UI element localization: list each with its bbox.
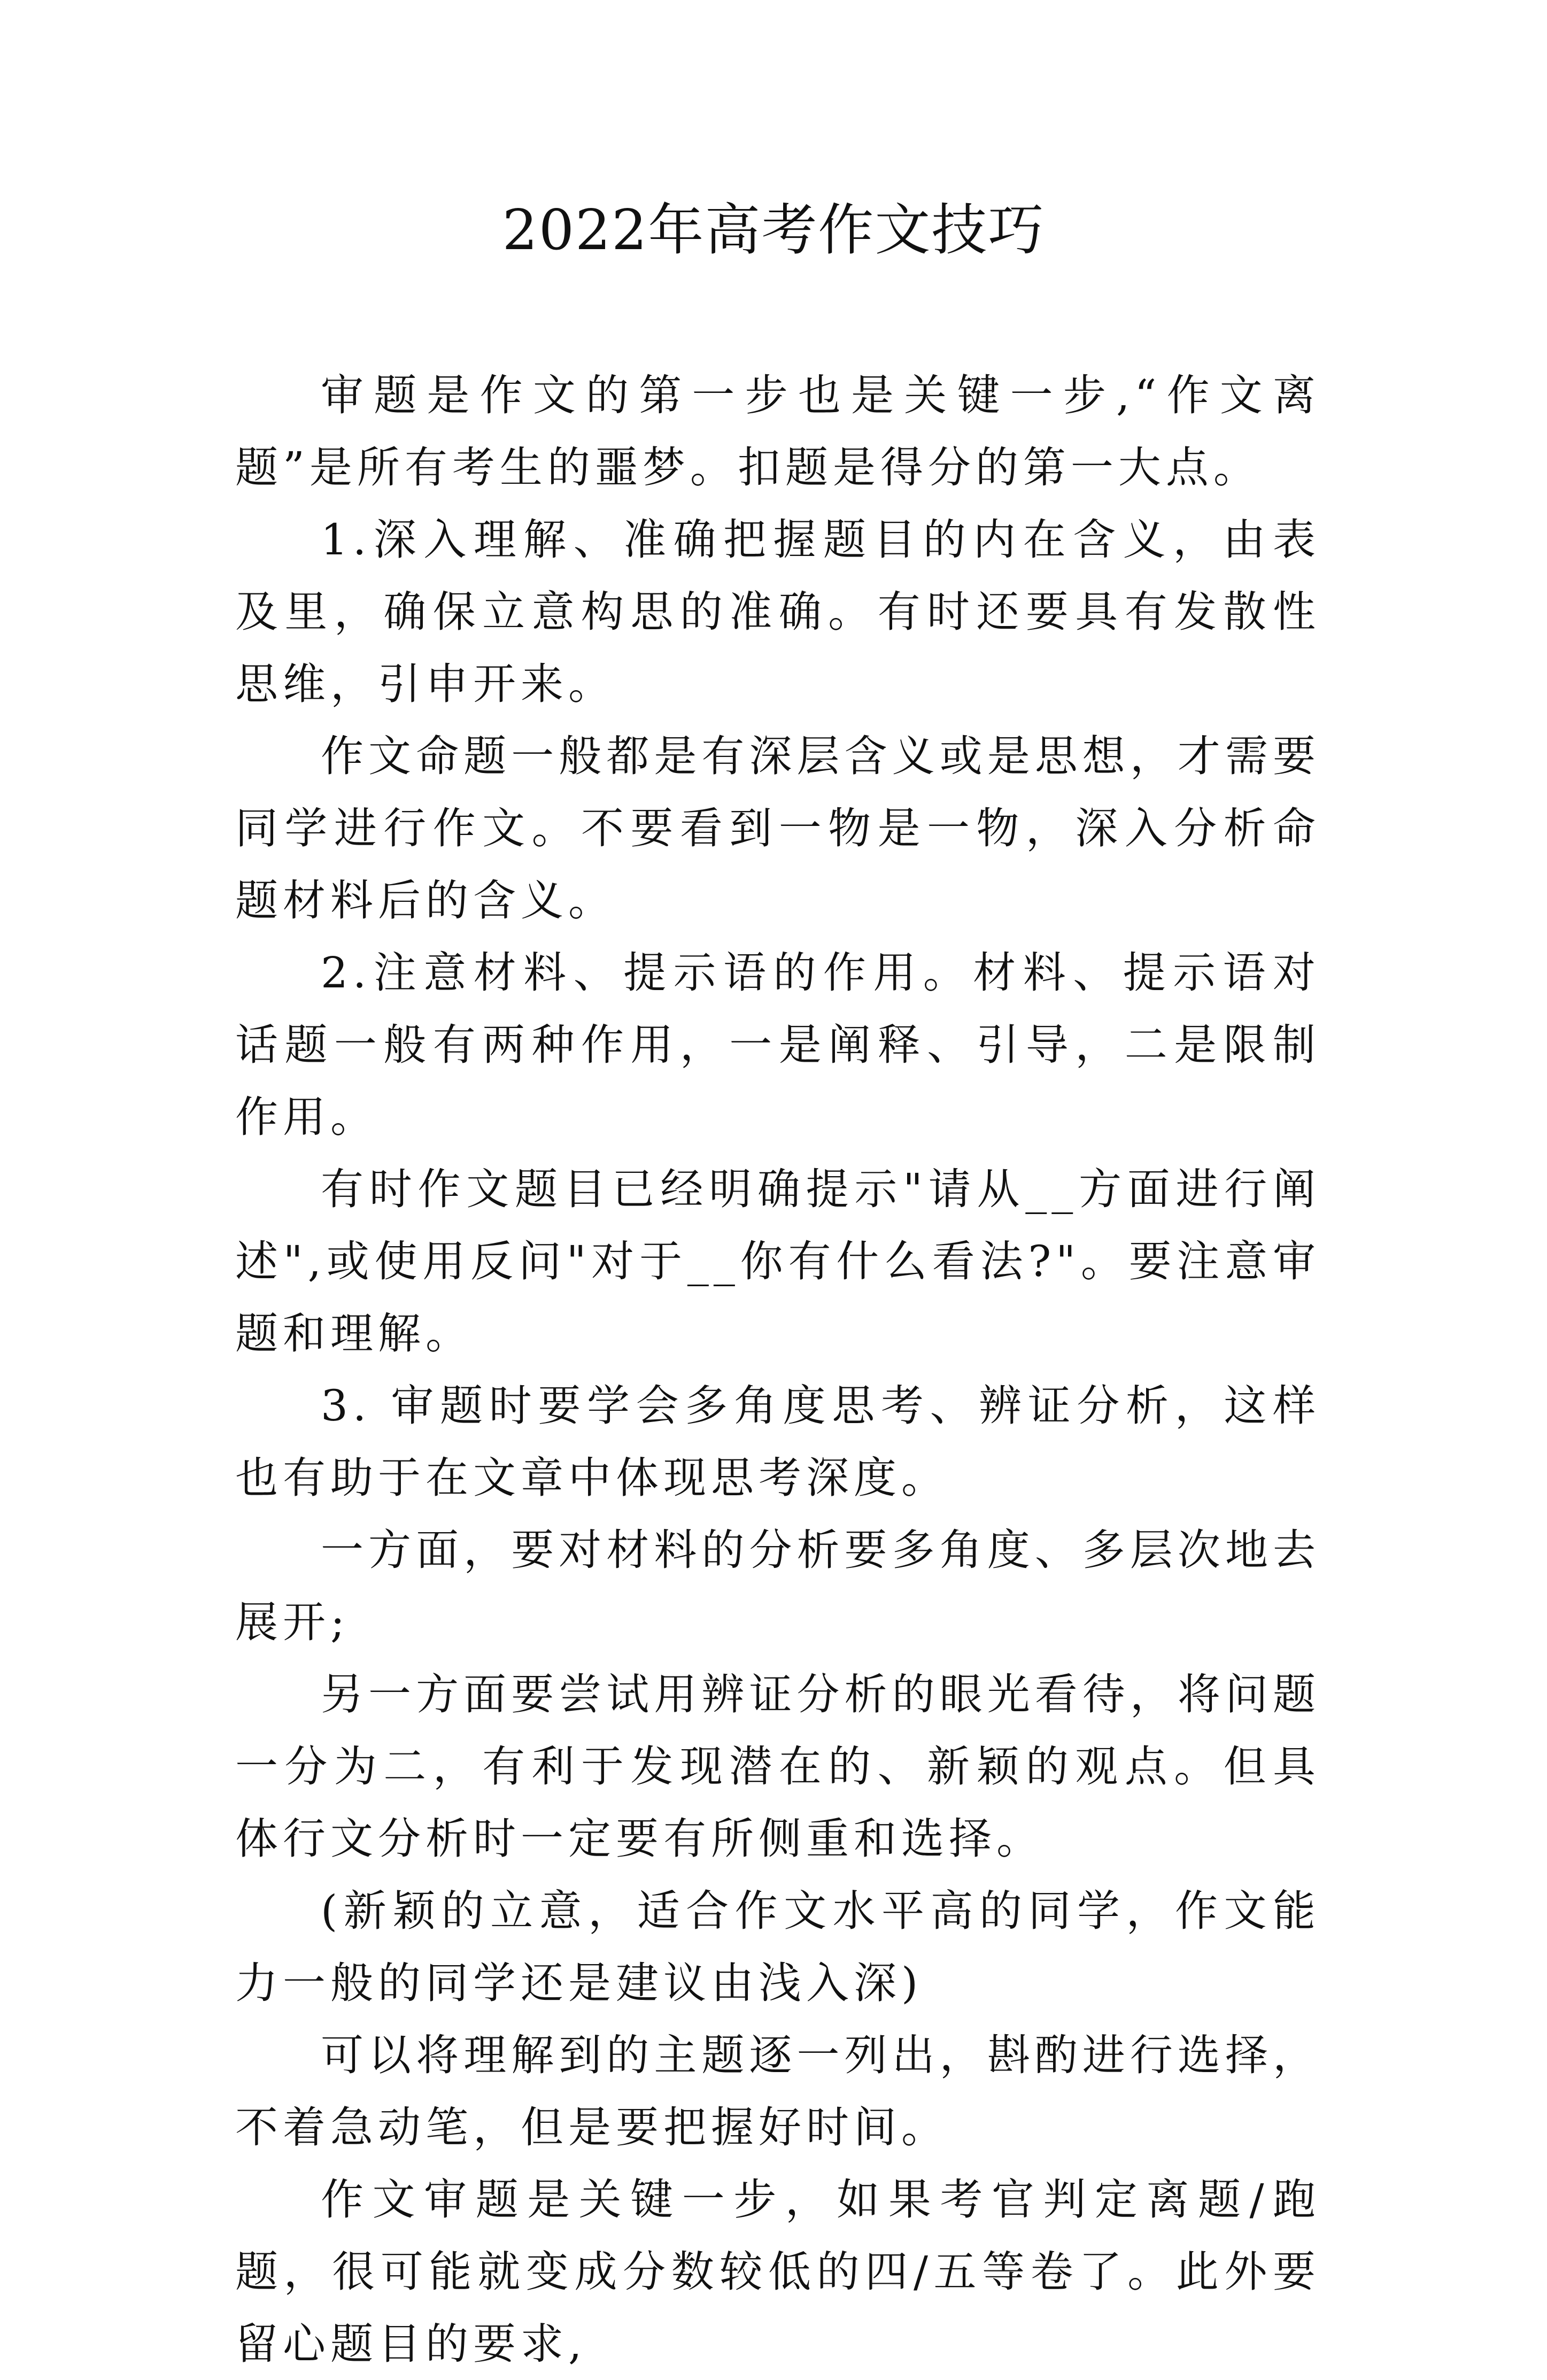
paragraph-10: 可以将理解到的主题逐一列出，斟酌进行选择，不着急动笔，但是要把握好时间。	[235, 2030, 1320, 2152]
document-title: 2022年高考作文技巧	[502, 197, 1045, 262]
paragraph-7: 一方面，要对材料的分析要多角度、多层次地去展开;	[235, 1525, 1320, 1647]
paragraph-4: 2.注意材料、提示语的作用。材料、提示语对话题一般有两种作用，一是阐释、引导，二是限制作用。	[235, 948, 1320, 1142]
paragraph-3: 作文命题一般都是有深层含义或是思想，才需要同学进行作文。不要看到一物是一物，深入分析命题材料后的含义。	[235, 731, 1320, 925]
paragraph-11: 作文审题是关键一步，如果考官判定离题/跑题，很可能就变成分数较低的四/五等卷了。此外要留心题目的要求,	[235, 2175, 1320, 2369]
paragraph-2: 1.深入理解、准确把握题目的内在含义，由表及里，确保立意构思的准确。有时还要具有发散性思维，引申开来。	[235, 515, 1320, 709]
paragraph-6: 3. 审题时要学会多角度思考、辨证分析，这样也有助于在文章中体现思考深度。	[235, 1381, 1320, 1503]
paragraph-8: 另一方面要尝试用辨证分析的眼光看待，将问题一分为二，有利于发现潜在的、新颖的观点。但具体行文分析时一定要有所侧重和选择。	[235, 1670, 1320, 1864]
paragraph-1: 审题是作文的第一步也是关键一步,“作文离题”是所有考生的噩梦。扣题是得分的第一大点。	[235, 370, 1320, 492]
document-body	[235, 359, 1320, 2380]
paragraph-5: 有时作文题目已经明确提示"请从__方面进行阐述",或使用反问"对于__你有什么看法?"。要注意审题和理解。	[235, 1164, 1320, 1358]
paragraph-9: (新颖的立意，适合作文水平高的同学，作文能力一般的同学还是建议由浅入深)	[235, 1886, 1320, 2008]
